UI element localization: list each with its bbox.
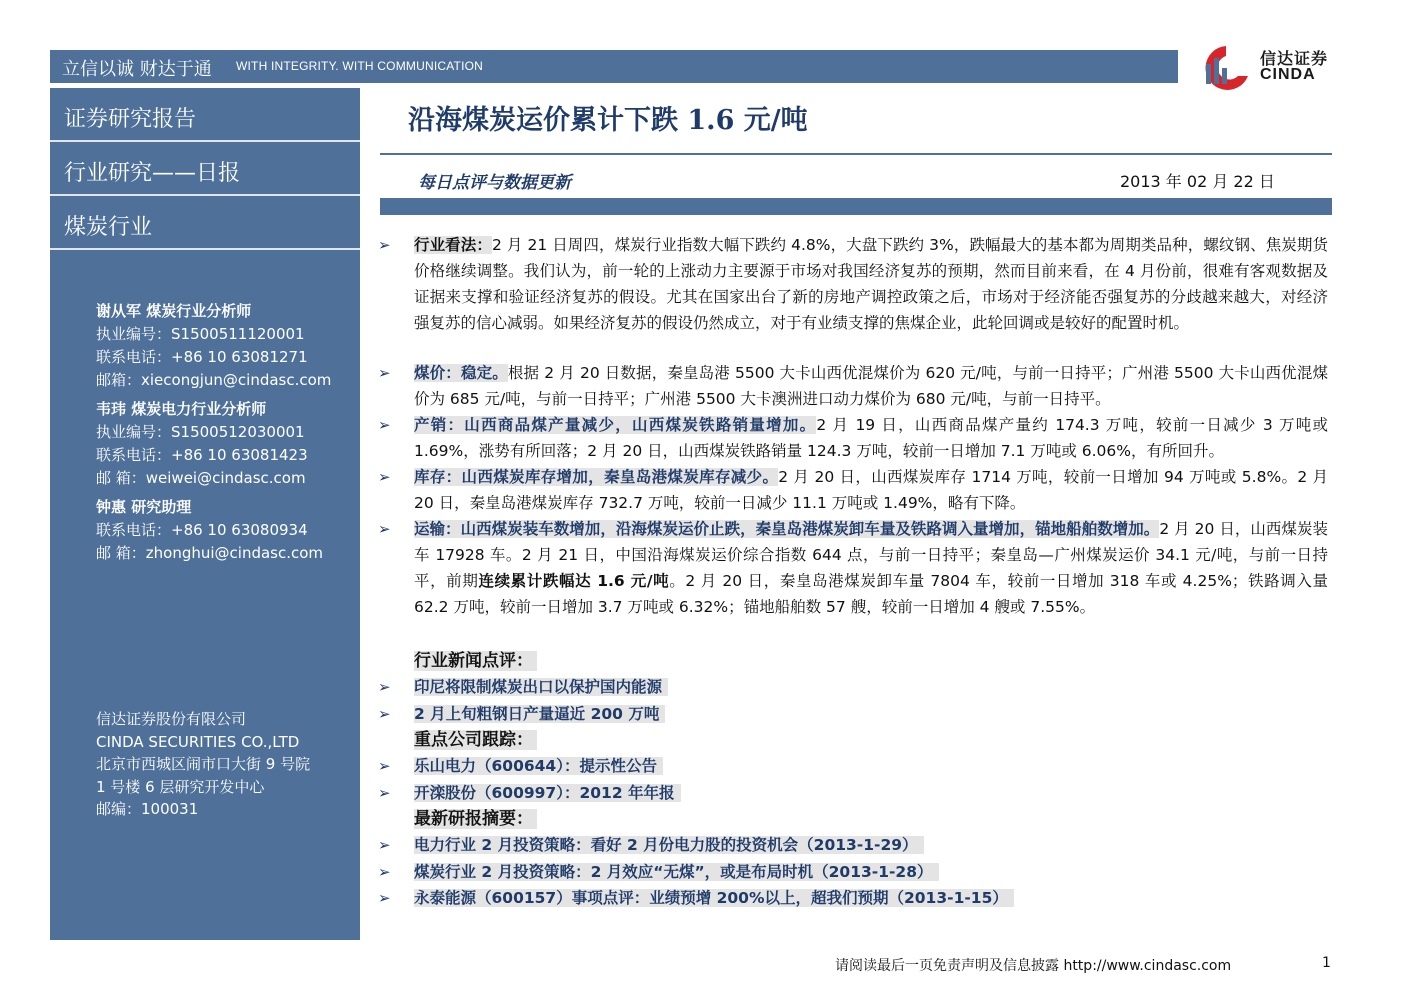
- report-title: 沿海煤炭运价累计下跌 1.6 元/吨: [408, 105, 808, 136]
- slogan-en: WITH INTEGRITY. WITH COMMUNICATION: [236, 59, 484, 73]
- arrow-bullet-icon: ➢: [378, 364, 391, 382]
- logo-text-cn: 信达证券: [1260, 49, 1329, 68]
- company-name-en: CINDA SECURITIES CO.,LTD: [96, 732, 300, 751]
- page-number: 1: [1322, 955, 1331, 971]
- item-keyword: 库存：山西煤炭库存增加，秦皇岛港煤炭库存减少。: [414, 468, 779, 486]
- item-highlight: 连续累计跌幅达 1.6 元/吨: [478, 572, 670, 590]
- author-phone: 联系电话：+86 10 63080934: [96, 521, 308, 539]
- arrow-bullet-icon: ➢: [378, 757, 391, 775]
- coal-price-item: [378, 360, 1328, 412]
- author-name: 钟惠 研究助理: [96, 498, 192, 516]
- industry-news-heading: 行业新闻点评：: [378, 648, 1328, 674]
- news-link[interactable]: ➢ 印尼将限制煤炭出口以保护国内能源: [378, 674, 1328, 701]
- arrow-bullet-icon: ➢: [378, 783, 391, 802]
- author-block: [96, 496, 356, 565]
- title-divider: [380, 153, 1332, 155]
- item-text: 。2 月 20 日，秦皇岛港煤炭卸车量 7804 车，较前一日增加 318 车或 4.25%；铁路调入量 62.2 万吨，较前一日增加 3.7 万吨或 6.32%；锚地船舶数 57 艘，较前一日增加 4 艘或 7.55%。: [414, 572, 1328, 616]
- item-text: 根据 2 月 20 日数据，秦皇岛港 5500 大卡山西优混煤价为 620 元/吨，与前一日持平；广州港 5500 大卡山西优混煤价为 685 元/吨，与前一日持平；广州港 5500 大卡澳洲进口动力煤价为 680 元/吨，与前一日持平。: [414, 364, 1328, 408]
- industry-view-keyword: 行业看法：: [414, 236, 492, 254]
- arrow-bullet-icon: ➢: [378, 468, 391, 486]
- arrow-bullet-icon: ➢: [378, 416, 391, 434]
- report-subtitle: 每日点评与数据更新: [418, 173, 571, 193]
- author-email[interactable]: 邮 箱：weiwei@cindasc.com: [96, 469, 306, 487]
- item-text: 2 月 20 日，山西煤炭库存 1714 万吨，较前一日增加 94 万吨或 5.8%。2 月 20 日，秦皇岛港煤炭库存 732.7 万吨，较前一日减少 11.1 万吨或 1.49%，略有下降。: [414, 468, 1328, 512]
- company-name-cn: 信达证券股份有限公司: [96, 710, 247, 728]
- author-phone: 联系电话：+86 10 63081423: [96, 446, 308, 464]
- author-phone: 联系电话：+86 10 63081271: [96, 348, 308, 366]
- cinda-logo-icon: [1192, 42, 1256, 92]
- arrow-bullet-icon: ➢: [378, 704, 391, 723]
- company-address-2: 1 号楼 6 层研究开发中心: [96, 777, 265, 796]
- top-banner: [50, 50, 1178, 83]
- item-keyword: 产销：山西商品煤产量减少，山西煤炭铁路销量增加。: [414, 416, 817, 434]
- company-link[interactable]: ➢ 乐山电力（600644）：提示性公告: [378, 753, 1328, 780]
- sidebar-row-report-type: 证券研究报告: [50, 88, 360, 142]
- sidebar-row-research-type: 行业研究——日报: [50, 142, 360, 196]
- arrow-bullet-icon: ➢: [378, 862, 391, 881]
- author-name: 谢从军 煤炭行业分析师: [96, 302, 252, 320]
- sidebar: [50, 88, 360, 940]
- item-keyword: 运输：山西煤炭装车数增加，沿海煤炭运价止跌，秦皇岛港煤炭卸车量及铁路调入量增加，锚地船舶数增加。: [414, 520, 1160, 538]
- news-link[interactable]: ➢ 2 月上旬粗钢日产量逼近 200 万吨: [378, 701, 1328, 728]
- header-band: [380, 198, 1332, 215]
- author-license: 执业编号：S1500511120001: [96, 325, 305, 343]
- author-license: 执业编号：S1500512030001: [96, 423, 305, 441]
- report-body: [378, 232, 1328, 912]
- sidebar-row-industry: 煤炭行业: [50, 196, 360, 250]
- author-list: [96, 300, 356, 571]
- company-address-1: 北京市西城区闹市口大街 9 号院: [96, 755, 311, 773]
- item-text: 2 月 19 日，山西商品煤产量约 174.3 万吨，较前一日减少 3 万吨或 1.69%，涨势有所回落；2 月 20 日，山西煤炭铁路销量 124.3 万吨，较前一日增加 7.1 万吨或 6.06%，有所回升。: [414, 416, 1328, 460]
- company-link[interactable]: ➢ 开滦股份（600997）：2012 年年报: [378, 780, 1328, 807]
- inventory-item: [378, 464, 1328, 516]
- cinda-logo: [1192, 42, 1342, 92]
- arrow-bullet-icon: ➢: [378, 889, 391, 907]
- production-sales-item: [378, 412, 1328, 464]
- arrow-bullet-icon: ➢: [378, 520, 391, 538]
- arrow-bullet-icon: ➢: [378, 836, 391, 854]
- logo-text-en: CINDA: [1260, 66, 1316, 83]
- report-date: 2013 年 02 月 22 日: [1120, 172, 1275, 191]
- author-name: 韦玮 煤炭电力行业分析师: [96, 400, 267, 418]
- arrow-bullet-icon: ➢: [378, 678, 391, 696]
- item-text: 2 月 20 日，山西煤炭装车 17928 车。2 月 21 日，中国沿海煤炭运价综合指数 644 点，与前一日持平；秦皇岛—广州煤炭运价 34.1 元/吨，与前一日持平，前期: [414, 520, 1328, 590]
- industry-view-item: [378, 232, 1328, 336]
- company-info: [96, 708, 356, 821]
- author-email[interactable]: 邮 箱：zhonghui@cindasc.com: [96, 544, 324, 562]
- industry-view-text: 2 月 21 日周四，煤炭行业指数大幅下跌约 4.8%，大盘下跌约 3%，跌幅最大的基本都为周期类品种，螺纹钢、焦炭期货价格继续调整。我们认为，前一轮的上涨动力主要源于市场对我国经济复苏的预期，然而目前来看，在 4 月份前，很难有客观数据及证据来支撑和验证经济复苏的假设。尤其在国家出台了新的房地产调控政策之后，市场对于经济能否强复苏的分歧越来越大，对经济强复苏的信心减弱。如果经济复苏的假设仍然成立，对于有业绩支撑的焦煤企业，此轮回调或是较好的配置时机。: [414, 236, 1328, 332]
- author-email[interactable]: 邮箱：xiecongjun@cindasc.com: [96, 371, 332, 389]
- report-link[interactable]: ➢ 煤炭行业 2 月投资策略：2 月效应“无煤”，或是布局时机（2013-1-28）: [378, 859, 1328, 886]
- report-link[interactable]: ➢ 永泰能源（600157）事项点评：业绩预增 200%以上，超我们预期（2013-1-15）: [378, 885, 1328, 912]
- disclaimer-footer[interactable]: 请阅读最后一页免责声明及信息披露 http://www.cindasc.com: [835, 958, 1232, 974]
- arrow-bullet-icon: ➢: [378, 236, 391, 254]
- slogan-zh: 立信以诚 财达于通: [62, 59, 212, 80]
- author-block: [96, 398, 356, 490]
- item-keyword: 煤价：稳定。: [414, 364, 508, 382]
- report-link[interactable]: ➢ 电力行业 2 月投资策略：看好 2 月份电力股的投资机会（2013-1-29）: [378, 832, 1328, 859]
- company-postcode: 邮编：100031: [96, 800, 199, 818]
- company-tracking-heading: 重点公司跟踪：: [378, 727, 1328, 753]
- author-block: [96, 300, 356, 392]
- transport-item: [378, 516, 1328, 620]
- latest-reports-heading: 最新研报摘要：: [378, 806, 1328, 832]
